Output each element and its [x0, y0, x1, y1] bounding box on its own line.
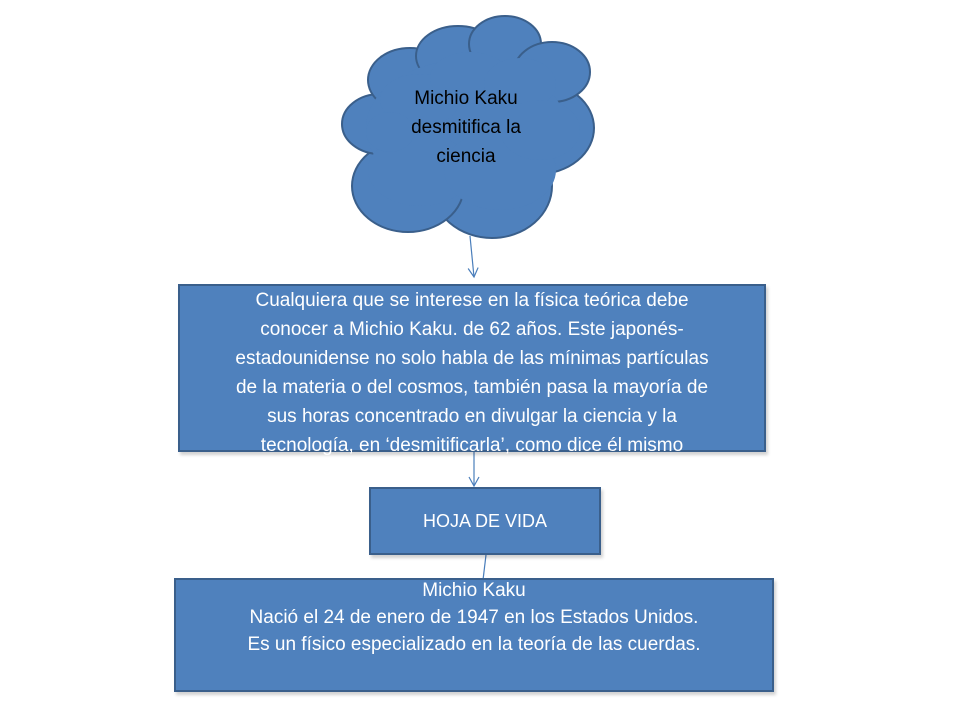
cv-label: HOJA DE VIDA — [422, 510, 548, 531]
bio-text: Michio Kaku Nació el 24 de enero de 1947 en los Estados Unidos. Es un físico especializado en la teoría de las cuerdas. — [247, 580, 701, 655]
summary-text: Cualquiera que se interese en la física teórica debe conocer a Michio Kaku. de 62 años. Este japonés- estadounidense no solo habla de las mínimas partículas de la materia o del cosmos, también pasa la mayoría de sus horas concentrado en divulgar la ciencia y la tecnología, en ‘desmitificarla’, como dice él mismo — [235, 290, 709, 456]
cloud-title-text: Michio Kaku desmitifica la ciencia — [411, 88, 521, 167]
cv-box — [369, 487, 601, 555]
bio-box — [174, 578, 774, 692]
summary-box — [178, 284, 766, 456]
